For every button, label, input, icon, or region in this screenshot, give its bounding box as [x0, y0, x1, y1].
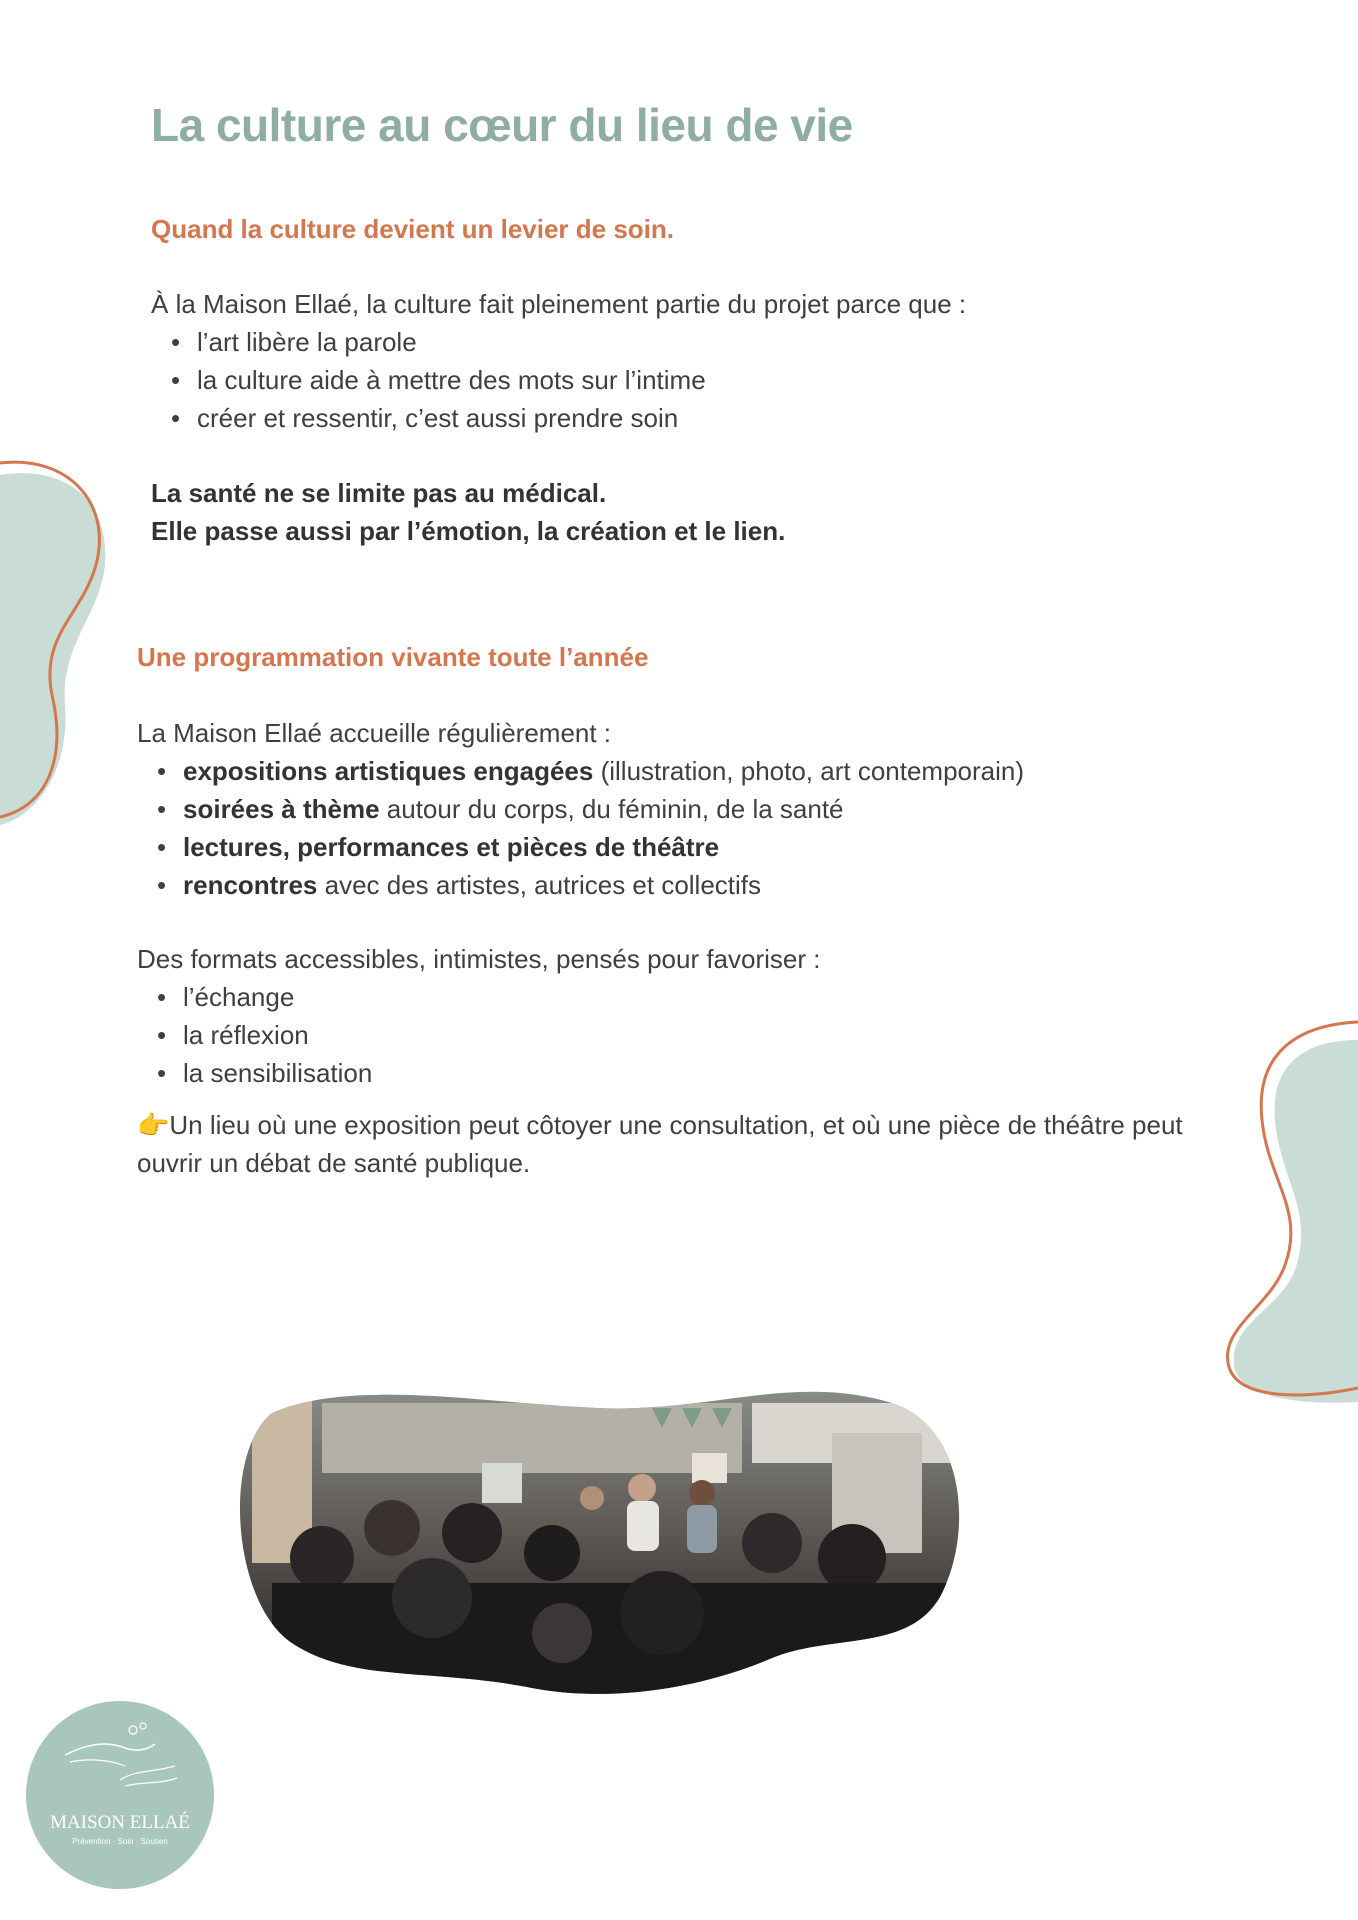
section1-intro: À la Maison Ellaé, la culture fait pleinement partie du projet parce que :: [151, 289, 967, 319]
bullet-icon: •: [157, 982, 167, 1012]
list-item: • l’échange: [137, 978, 372, 1016]
bullet-icon: •: [171, 365, 181, 395]
bullet-icon: •: [171, 327, 181, 357]
formats-intro: Des formats accessibles, intimistes, pensés pour favoriser :: [137, 944, 821, 974]
page-title: La culture au cœur du lieu de vie: [151, 99, 853, 151]
left-decorative-blob: [0, 455, 140, 835]
maison-ellae-logo: [25, 1700, 215, 1890]
section1-heading: Quand la culture devient un levier de soin.: [151, 214, 675, 244]
right-decorative-blob: [1200, 1010, 1358, 1410]
bullet-icon: •: [171, 403, 181, 433]
conclusion-text: 👉Un lieu où une exposition peut côtoyer une consultation, et où une pièce de théâtre peut ouvrir un débat de santé publique.: [137, 1110, 1183, 1178]
statement-line-1: La santé ne se limite pas au médical.: [151, 478, 607, 508]
list-item: • expositions artistiques engagées (illustration, photo, art contemporain): [137, 752, 1024, 790]
bullet-icon: •: [157, 1058, 167, 1088]
logo-tagline: Prévention · Soin · Soutien: [72, 1837, 168, 1846]
list-item: • la culture aide à mettre des mots sur l’intime: [151, 361, 706, 399]
list-item: • la sensibilisation: [137, 1054, 372, 1092]
bullet-icon: •: [157, 1020, 167, 1050]
bullet-icon: •: [157, 794, 167, 824]
pointing-hand-icon: 👉: [137, 1110, 170, 1140]
list-item: • la réflexion: [137, 1016, 372, 1054]
list-item: • soirées à thème autour du corps, du féminin, de la santé: [137, 790, 1024, 828]
list-item: • lectures, performances et pièces de théâtre: [137, 828, 1024, 866]
list-item: • l’art libère la parole: [151, 323, 706, 361]
formats-bullet-list: [137, 978, 372, 1092]
event-photo: [232, 1383, 962, 1703]
list-item: • créer et ressentir, c’est aussi prendre soin: [151, 399, 706, 437]
list-item: • rencontres avec des artistes, autrices et collectifs: [137, 866, 1024, 904]
statement-line-2: Elle passe aussi par l’émotion, la création et le lien.: [151, 516, 786, 546]
bullet-icon: •: [157, 756, 167, 786]
section1-bullet-list: [151, 323, 706, 437]
logo-name: MAISON ELLAÉ: [50, 1812, 190, 1833]
programme-bullet-list: [137, 752, 1024, 904]
section2-intro: La Maison Ellaé accueille régulièrement :: [137, 718, 612, 748]
bullet-icon: •: [157, 832, 167, 862]
section2-heading: Une programmation vivante toute l’année: [137, 642, 649, 672]
bullet-icon: •: [157, 870, 167, 900]
